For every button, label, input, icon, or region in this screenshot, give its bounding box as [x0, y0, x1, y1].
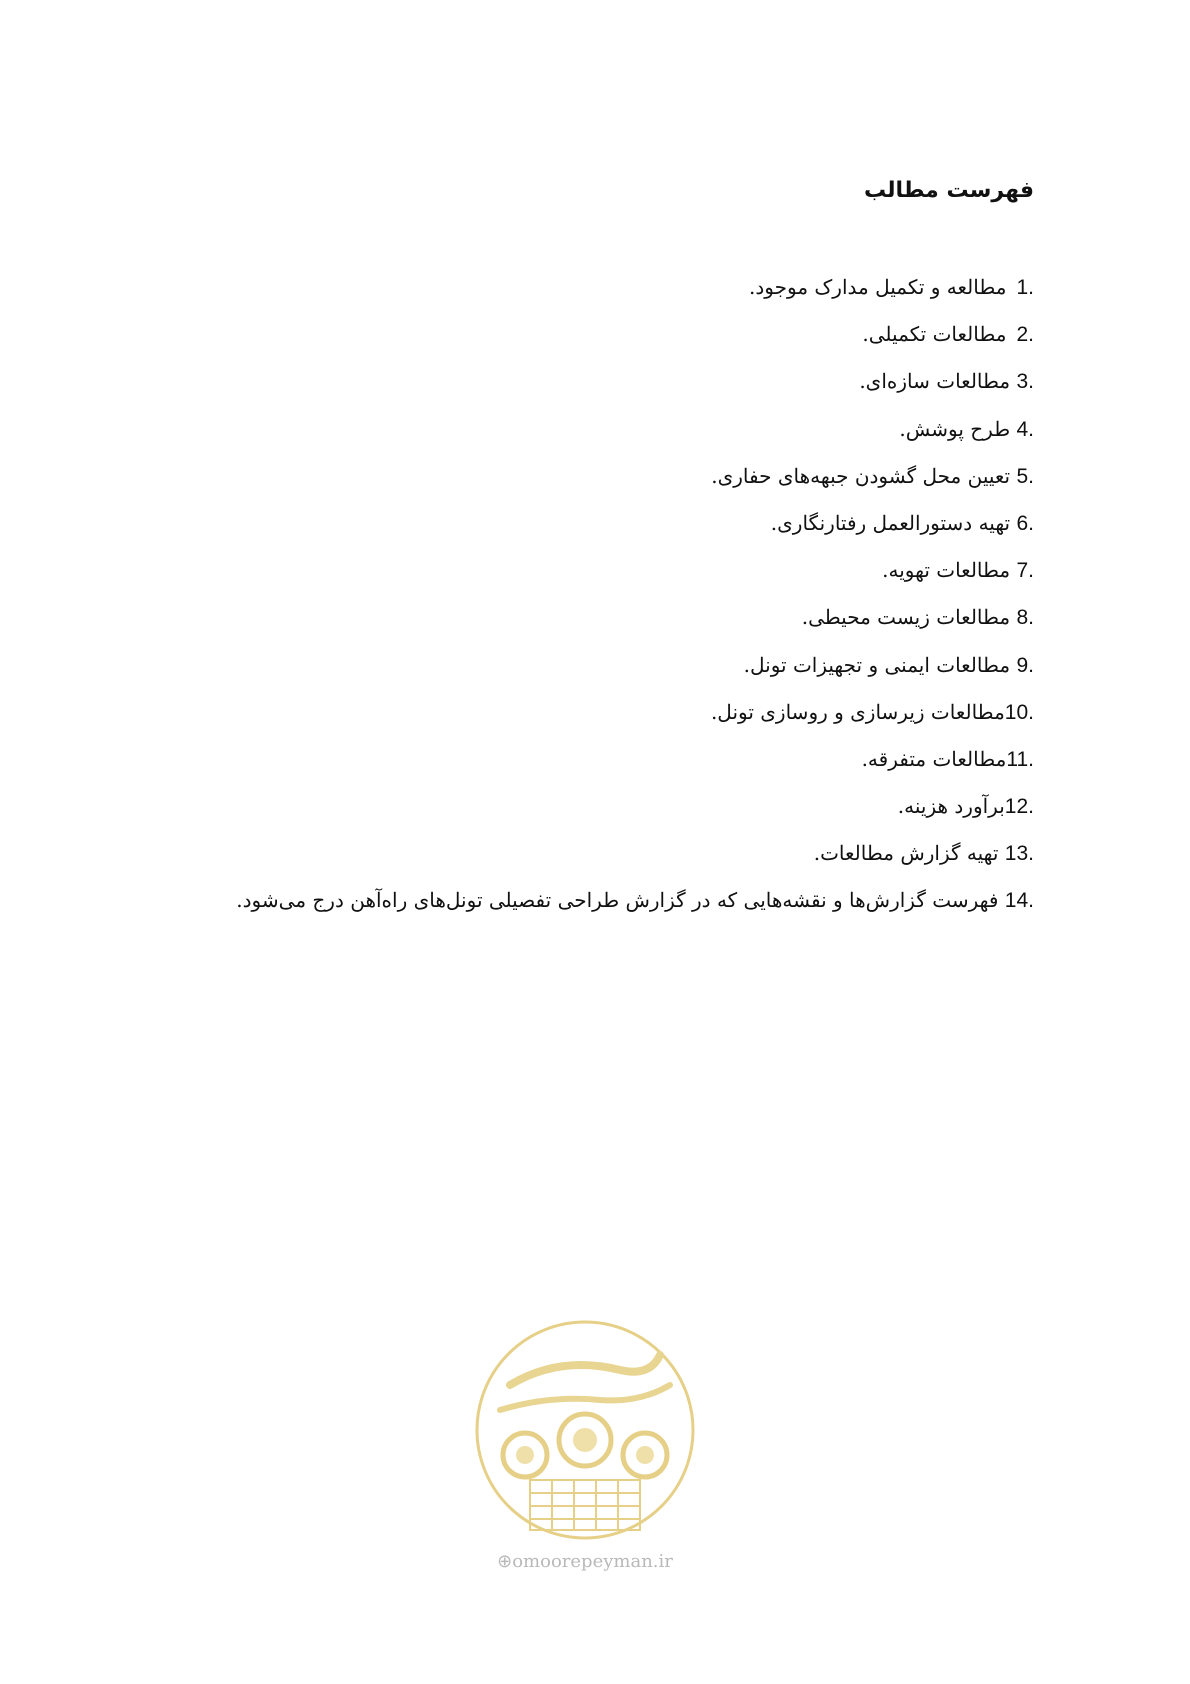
- toc-item-text: طرح پوشش.: [899, 416, 1011, 441]
- toc-item: [134, 366, 1034, 413]
- watermark-site-text: omoorepeyman.ir: [512, 1551, 673, 1572]
- toc-item-text: برآورد هزینه.: [897, 794, 1005, 819]
- toc-item-text: تعیین محل گشودن جبهه‌های حفاری.: [711, 463, 1011, 488]
- toc-item-number: 5.: [1016, 464, 1034, 488]
- toc-item: [134, 508, 1034, 555]
- toc-item: [134, 744, 1034, 791]
- toc-item-text: مطالعات تهویه.: [882, 558, 1011, 583]
- toc-item: [134, 272, 1034, 319]
- toc-item-number: 3.: [1016, 370, 1034, 394]
- toc-item-number: 10.: [1004, 700, 1034, 724]
- toc-item-number: 14.: [1004, 889, 1034, 913]
- toc-item-number: 7.: [1016, 559, 1034, 583]
- toc-item: [134, 319, 1034, 366]
- toc-item-text: مطالعات تکمیلی.: [862, 322, 1007, 347]
- toc-item-text: مطالعات متفرقه.: [861, 746, 1007, 771]
- toc-item: [134, 650, 1034, 697]
- watermark-logo: [470, 1315, 700, 1545]
- toc-item-text: مطالعات سازه‌ای.: [859, 369, 1011, 394]
- toc-item: [134, 461, 1034, 508]
- toc-item: [134, 885, 1034, 932]
- toc-item-number: 8.: [1016, 606, 1034, 630]
- toc-item: [134, 414, 1034, 461]
- toc-item-text: مطالعات ایمنی و تجهیزات تونل.: [743, 652, 1011, 677]
- watermark: [470, 1315, 700, 1575]
- toc-item-text: فهرست گزارش‌ها و نقشه‌هایی که در گزارش طراحی تفصیلی تونل‌های راه‌آهن درج می‌شود.: [236, 888, 999, 913]
- toc-title: فهرست مطالب: [863, 178, 1034, 203]
- globe-icon: ⊕: [497, 1551, 513, 1572]
- toc-item-text: مطالعات زیرسازی و روسازی تونل.: [710, 699, 1005, 724]
- watermark-site: [470, 1551, 700, 1572]
- toc-item: [134, 791, 1034, 838]
- toc-item-text: مطالعه و تکمیل مدارک موجود.: [749, 275, 1007, 299]
- toc-item-number: 1.: [1016, 276, 1034, 299]
- toc-item-number: 2.: [1016, 323, 1034, 347]
- toc-item-text: مطالعات زیست محیطی.: [801, 605, 1011, 630]
- toc-item: [134, 602, 1034, 649]
- toc-item-number: 11.: [1006, 747, 1034, 771]
- toc-item-number: 4.: [1016, 417, 1034, 441]
- toc-item-number: 12.: [1004, 795, 1034, 819]
- toc-item: [134, 555, 1034, 602]
- toc-item-number: 13.: [1004, 842, 1034, 866]
- toc-item-number: 9.: [1016, 653, 1034, 677]
- toc-item: [134, 838, 1034, 885]
- toc-item-text: تهیه گزارش مطالعات.: [813, 841, 999, 866]
- toc-item: [134, 697, 1034, 744]
- toc-list: [134, 272, 1034, 933]
- toc-item-number: 6.: [1016, 511, 1034, 535]
- toc-item-text: تهیه دستورالعمل رفتارنگاری.: [770, 510, 1011, 535]
